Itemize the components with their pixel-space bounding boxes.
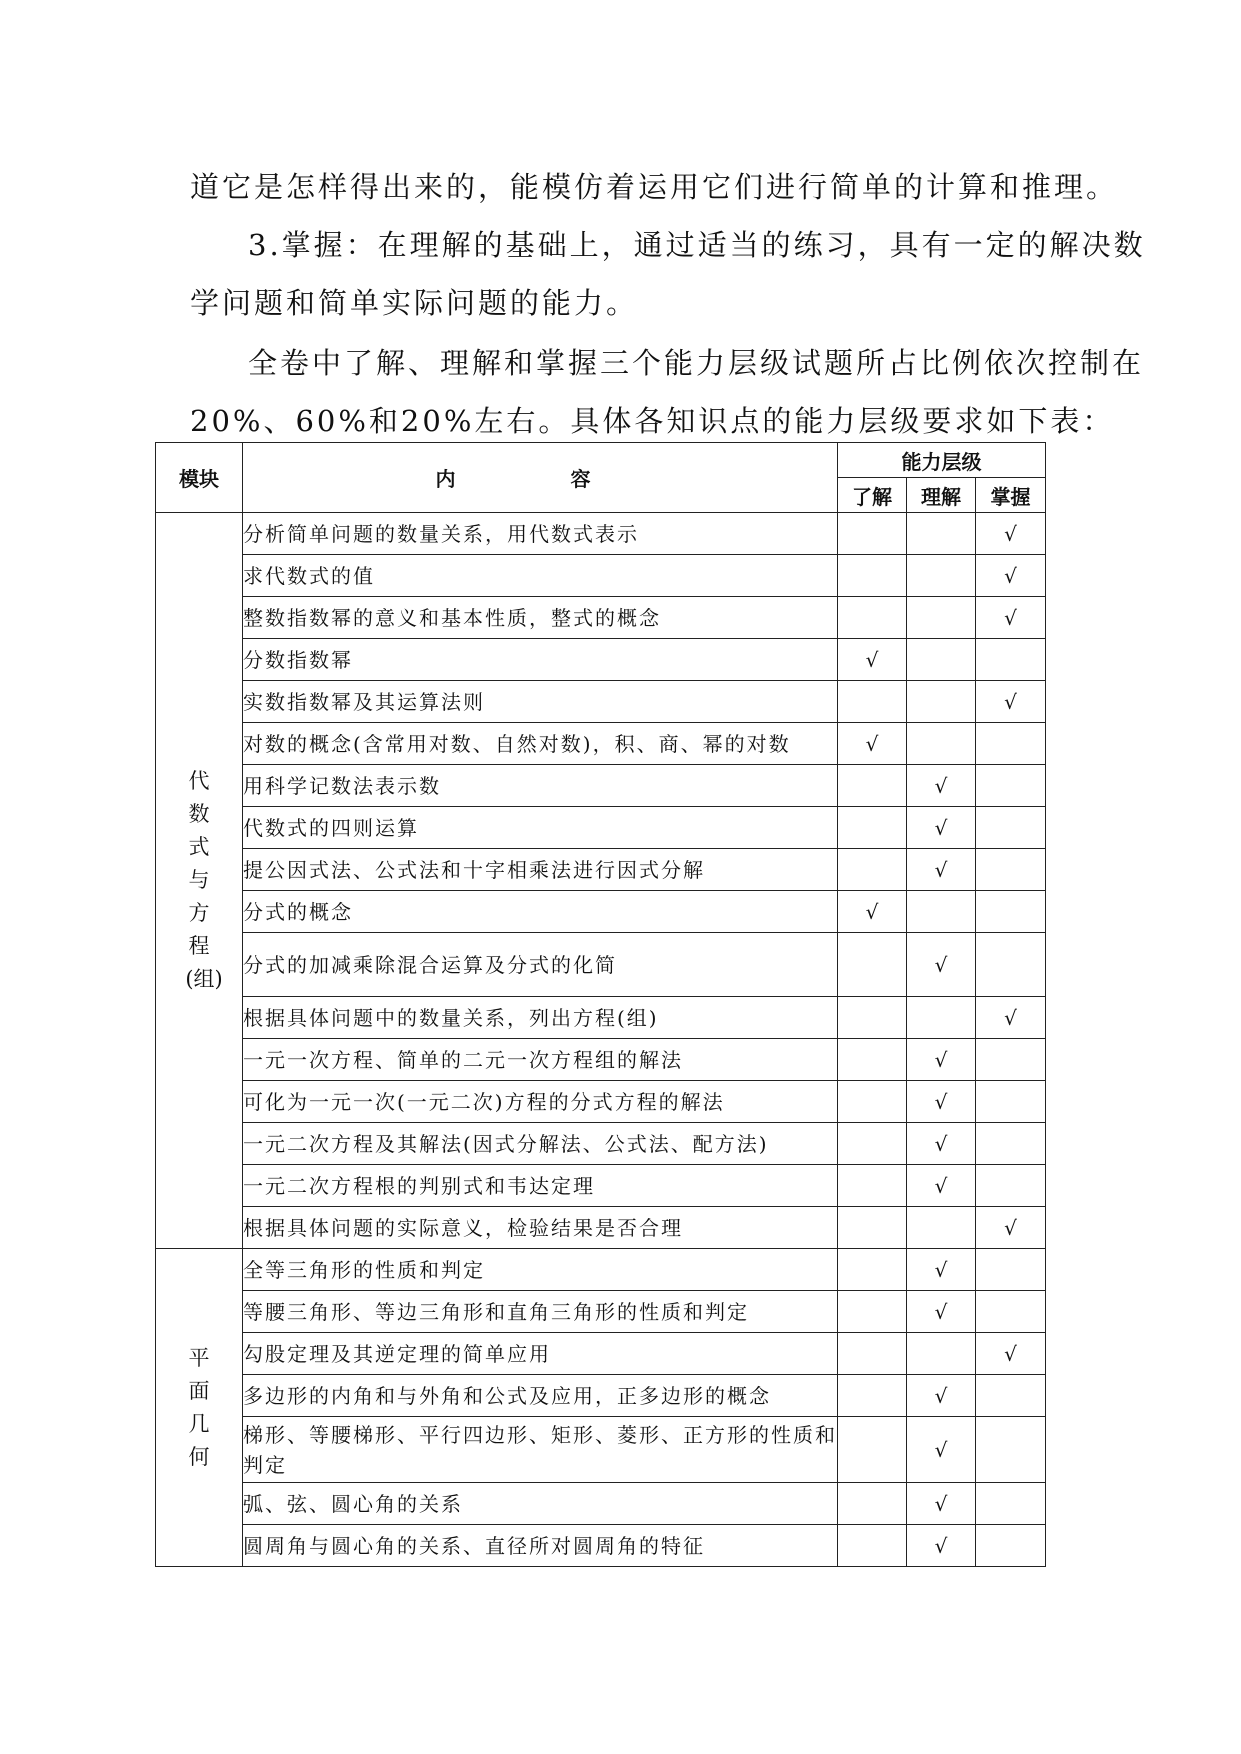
level-3-cell xyxy=(976,597,1046,639)
table-row xyxy=(156,807,1046,849)
level-2-cell xyxy=(907,723,976,765)
check-mark-icon: √ xyxy=(1004,563,1017,588)
table-row xyxy=(156,1039,1046,1081)
table-row xyxy=(156,891,1046,933)
table-row xyxy=(156,765,1046,807)
level-1-cell xyxy=(838,891,907,933)
content-cell: 一元二次方程根的判别式和韦达定理 xyxy=(243,1165,838,1207)
level-3-cell xyxy=(976,1483,1046,1525)
level-1-cell xyxy=(838,765,907,807)
level-2-cell xyxy=(907,933,976,997)
content-cell: 根据具体问题的实际意义，检验结果是否合理 xyxy=(243,1207,838,1249)
check-mark-icon: √ xyxy=(1004,689,1017,714)
check-mark-icon: √ xyxy=(1004,1215,1017,1240)
content-cell: 用科学记数法表示数 xyxy=(243,765,838,807)
level-2-cell xyxy=(907,555,976,597)
level-3-cell xyxy=(976,1039,1046,1081)
level-2-cell xyxy=(907,1483,976,1525)
level-1-cell xyxy=(838,1375,907,1417)
content-cell: 等腰三角形、等边三角形和直角三角形的性质和判定 xyxy=(243,1291,838,1333)
content-cell: 多边形的内角和与外角和公式及应用，正多边形的概念 xyxy=(243,1375,838,1417)
paragraph-line: 3.掌握：在理解的基础上，通过适当的练习，具有一定的解决数 xyxy=(248,228,1146,262)
table-row xyxy=(156,513,1046,555)
check-mark-icon: √ xyxy=(1004,605,1017,630)
level-2-cell xyxy=(907,849,976,891)
header-level-comprehend: 理解 xyxy=(907,478,976,513)
level-1-cell xyxy=(838,849,907,891)
level-2-cell xyxy=(907,639,976,681)
level-3-cell xyxy=(976,1249,1046,1291)
level-3-cell xyxy=(976,555,1046,597)
module-cell xyxy=(156,1249,243,1567)
table-row xyxy=(156,597,1046,639)
level-1-cell xyxy=(838,1165,907,1207)
module-name: 代数式与方程(组) xyxy=(185,769,223,991)
check-mark-icon: √ xyxy=(934,1131,948,1156)
check-mark-icon: √ xyxy=(934,1047,948,1072)
content-cell: 全等三角形的性质和判定 xyxy=(243,1249,838,1291)
header-module: 模块 xyxy=(156,443,243,513)
level-3-cell xyxy=(976,1333,1046,1375)
content-cell: 分数指数幂 xyxy=(243,639,838,681)
check-mark-icon: √ xyxy=(1004,1341,1017,1366)
level-2-cell xyxy=(907,1375,976,1417)
level-2-cell xyxy=(907,1525,976,1567)
paragraph-line: 20%、60%和20%左右。具体各知识点的能力层级要求如下表： xyxy=(190,404,1115,438)
paragraph-line: 道它是怎样得出来的，能模仿着运用它们进行简单的计算和推理。 xyxy=(190,170,1119,204)
level-2-cell xyxy=(907,1039,976,1081)
level-1-cell xyxy=(838,723,907,765)
table-row xyxy=(156,723,1046,765)
check-mark-icon: √ xyxy=(934,1533,948,1558)
check-mark-icon: √ xyxy=(865,899,879,924)
content-cell: 代数式的四则运算 xyxy=(243,807,838,849)
check-mark-icon: √ xyxy=(1004,521,1017,546)
table-row xyxy=(156,1483,1046,1525)
level-1-cell xyxy=(838,1249,907,1291)
level-1-cell xyxy=(838,639,907,681)
level-1-cell xyxy=(838,1081,907,1123)
table-row xyxy=(156,1333,1046,1375)
level-2-cell xyxy=(907,1207,976,1249)
table-row xyxy=(156,1291,1046,1333)
level-3-cell xyxy=(976,1525,1046,1567)
level-3-cell xyxy=(976,1123,1046,1165)
table-row xyxy=(156,997,1046,1039)
content-cell: 实数指数幂及其运算法则 xyxy=(243,681,838,723)
paragraph-mastery xyxy=(190,216,1146,332)
table-row xyxy=(156,1249,1046,1291)
check-mark-icon: √ xyxy=(934,815,948,840)
check-mark-icon: √ xyxy=(934,773,948,798)
table-row xyxy=(156,1207,1046,1249)
level-1-cell xyxy=(838,1291,907,1333)
check-mark-icon: √ xyxy=(934,857,948,882)
level-2-cell xyxy=(907,807,976,849)
table-row xyxy=(156,555,1046,597)
table-body xyxy=(156,513,1046,1567)
table-row xyxy=(156,1525,1046,1567)
check-mark-icon: √ xyxy=(934,1299,948,1324)
level-2-cell xyxy=(907,765,976,807)
level-3-cell xyxy=(976,1291,1046,1333)
level-1-cell xyxy=(838,1123,907,1165)
check-mark-icon: √ xyxy=(934,1383,948,1408)
header-ability-level: 能力层级 xyxy=(838,443,1046,478)
level-2-cell xyxy=(907,681,976,723)
level-2-cell xyxy=(907,1417,976,1483)
table-row xyxy=(156,849,1046,891)
level-2-cell xyxy=(907,997,976,1039)
check-mark-icon: √ xyxy=(934,1173,948,1198)
level-1-cell xyxy=(838,681,907,723)
level-1-cell xyxy=(838,513,907,555)
table-row xyxy=(156,1165,1046,1207)
level-3-cell xyxy=(976,933,1046,997)
table-row xyxy=(156,1417,1046,1483)
content-cell: 一元二次方程及其解法(因式分解法、公式法、配方法) xyxy=(243,1123,838,1165)
check-mark-icon: √ xyxy=(934,952,948,977)
table-row xyxy=(156,1375,1046,1417)
check-mark-icon: √ xyxy=(934,1437,948,1462)
level-2-cell xyxy=(907,1123,976,1165)
content-cell: 求代数式的值 xyxy=(243,555,838,597)
level-2-cell xyxy=(907,1165,976,1207)
level-2-cell xyxy=(907,1333,976,1375)
table-row xyxy=(156,639,1046,681)
content-cell: 弧、弦、圆心角的关系 xyxy=(243,1483,838,1525)
level-1-cell xyxy=(838,933,907,997)
level-3-cell xyxy=(976,807,1046,849)
table-row xyxy=(156,1081,1046,1123)
check-mark-icon: √ xyxy=(934,1257,948,1282)
paragraph-line: 学问题和简单实际问题的能力。 xyxy=(190,286,639,320)
content-cell: 梯形、等腰梯形、平行四边形、矩形、菱形、正方形的性质和判定 xyxy=(243,1417,838,1483)
level-3-cell xyxy=(976,1081,1046,1123)
level-3-cell xyxy=(976,849,1046,891)
level-1-cell xyxy=(838,1333,907,1375)
level-3-cell xyxy=(976,1165,1046,1207)
level-3-cell xyxy=(976,681,1046,723)
content-cell: 分式的概念 xyxy=(243,891,838,933)
table-row xyxy=(156,1123,1046,1165)
header-level-master: 掌握 xyxy=(976,478,1046,513)
module-cell xyxy=(156,513,243,1249)
header-level-understand-basic: 了解 xyxy=(838,478,907,513)
level-2-cell xyxy=(907,597,976,639)
ability-level-table xyxy=(155,442,1046,1567)
level-3-cell xyxy=(976,639,1046,681)
level-3-cell xyxy=(976,513,1046,555)
level-2-cell xyxy=(907,513,976,555)
level-1-cell xyxy=(838,597,907,639)
level-3-cell xyxy=(976,891,1046,933)
level-1-cell xyxy=(838,1417,907,1483)
level-1-cell xyxy=(838,1525,907,1567)
check-mark-icon: √ xyxy=(1004,1005,1017,1030)
check-mark-icon: √ xyxy=(934,1089,948,1114)
level-2-cell xyxy=(907,1081,976,1123)
module-name: 平面几何 xyxy=(188,1345,210,1469)
level-1-cell xyxy=(838,1483,907,1525)
check-mark-icon: √ xyxy=(865,731,879,756)
level-3-cell xyxy=(976,765,1046,807)
level-1-cell xyxy=(838,807,907,849)
level-3-cell xyxy=(976,1207,1046,1249)
content-cell: 根据具体问题中的数量关系，列出方程(组) xyxy=(243,997,838,1039)
content-cell: 圆周角与圆心角的关系、直径所对圆周角的特征 xyxy=(243,1525,838,1567)
content-cell: 可化为一元一次(一元二次)方程的分式方程的解法 xyxy=(243,1081,838,1123)
level-1-cell xyxy=(838,1207,907,1249)
paragraph-understanding-cont xyxy=(190,158,1119,216)
content-cell: 整数指数幂的意义和基本性质，整式的概念 xyxy=(243,597,838,639)
content-cell: 分析简单问题的数量关系，用代数式表示 xyxy=(243,513,838,555)
level-1-cell xyxy=(838,555,907,597)
level-3-cell xyxy=(976,1417,1046,1483)
paragraph-ratio xyxy=(190,334,1145,450)
table-row xyxy=(156,933,1046,997)
check-mark-icon: √ xyxy=(865,647,879,672)
level-3-cell xyxy=(976,1375,1046,1417)
header-content: 内 容 xyxy=(243,443,838,513)
level-2-cell xyxy=(907,1291,976,1333)
content-cell: 一元一次方程、简单的二元一次方程组的解法 xyxy=(243,1039,838,1081)
content-cell: 勾股定理及其逆定理的简单应用 xyxy=(243,1333,838,1375)
level-1-cell xyxy=(838,1039,907,1081)
content-cell: 对数的概念(含常用对数、自然对数)，积、商、幂的对数 xyxy=(243,723,838,765)
level-1-cell xyxy=(838,997,907,1039)
table-row xyxy=(156,681,1046,723)
content-cell: 提公因式法、公式法和十字相乘法进行因式分解 xyxy=(243,849,838,891)
paragraph-line: 全卷中了解、理解和掌握三个能力层级试题所占比例依次控制在 xyxy=(248,346,1145,380)
level-3-cell xyxy=(976,997,1046,1039)
level-2-cell xyxy=(907,891,976,933)
level-3-cell xyxy=(976,723,1046,765)
check-mark-icon: √ xyxy=(934,1491,948,1516)
level-2-cell xyxy=(907,1249,976,1291)
content-cell: 分式的加减乘除混合运算及分式的化简 xyxy=(243,933,838,997)
